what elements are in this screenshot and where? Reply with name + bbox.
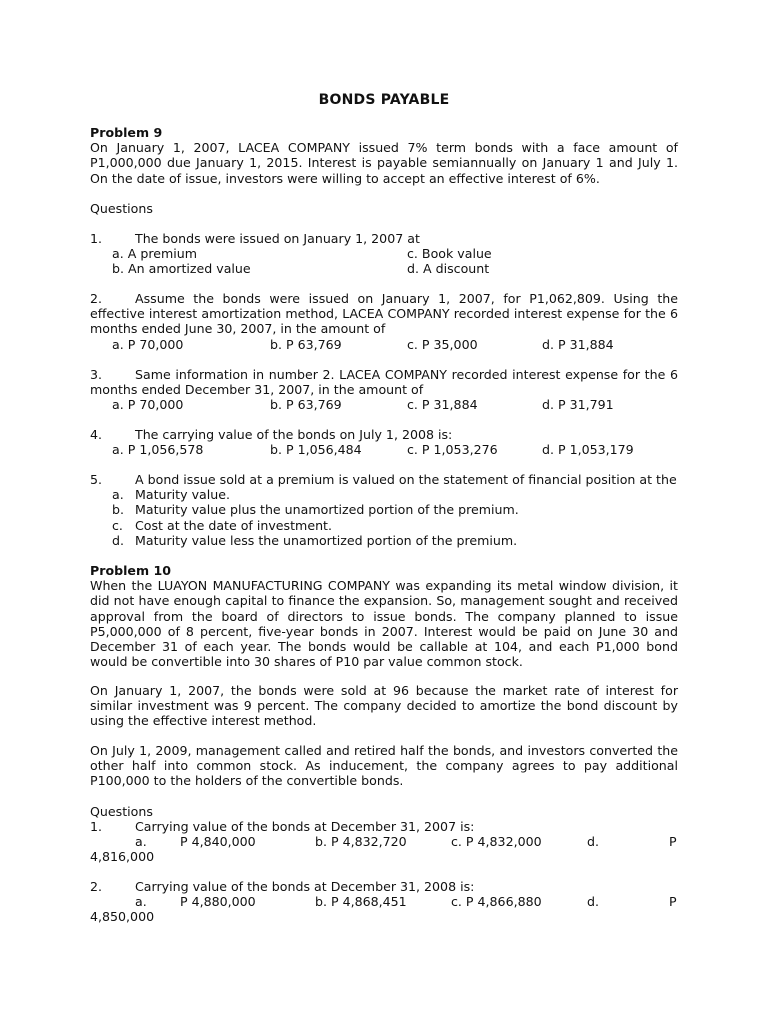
option-c: c. Cost at the date of investment.	[112, 517, 332, 533]
problem-9-questions-label: Questions	[90, 201, 153, 216]
question-number: 5.	[90, 472, 103, 487]
option-d: 4,850,000	[90, 909, 155, 925]
problem-10-questions-label: Questions	[90, 804, 153, 819]
problem-10-heading: Problem 10	[90, 563, 171, 578]
question-number: 3.	[90, 367, 103, 382]
p9-question-4	[90, 427, 678, 457]
question-text: Carrying value of the bonds at December 31, 2008 is:	[135, 879, 475, 894]
option-c: c. P 1,053,276	[407, 442, 498, 458]
option-a: a. P 1,056,578	[112, 442, 204, 458]
option-b: b. P 63,769	[270, 336, 342, 352]
problem-9-section	[90, 125, 678, 186]
option-a-letter: a.	[135, 894, 147, 910]
question-text: Same information in number 2. LACEA COMPANY recorded interest expense for the 6 months ended December 31, 2007, in the amount of	[90, 367, 678, 398]
question-text: Assume the bonds were issued on January 1, 2007, for P1,062,809. Using the effective interest amortization method, LACEA COMPANY recorded interest expense for the 6 months ended June 30, 2007, in the amount of	[90, 291, 678, 337]
page-title: BONDS PAYABLE	[318, 92, 450, 108]
option-b: b. An amortized value	[112, 261, 251, 277]
question-text: The carrying value of the bonds on July 1, 2008 is:	[135, 427, 453, 442]
option-d: 4,816,000	[90, 849, 155, 865]
option-c: c. P 4,832,000	[451, 834, 542, 850]
option-a: a. A premium	[112, 246, 198, 262]
question-number: 2.	[90, 291, 103, 306]
option-d: d. P 31,791	[542, 397, 614, 413]
problem-10-para-2: On January 1, 2007, the bonds were sold at 96 because the market rate of interest for similar investment was 9 percent. The company decided to amortize the bond discount by using the effective interest method.	[90, 683, 678, 729]
p9-question-5	[90, 472, 678, 548]
option-c: c. Book value	[407, 246, 492, 262]
option-d: d. A discount	[407, 261, 490, 277]
question-number: 4.	[90, 427, 103, 442]
question-text: A bond issue sold at a premium is valued on the statement of financial position at the	[135, 472, 677, 487]
option-b: b. P 1,056,484	[270, 442, 362, 458]
option-d-letter: d.	[587, 894, 599, 910]
problem-10-section	[90, 563, 678, 669]
option-c: c. P 31,884	[407, 397, 478, 413]
option-d-prefix: P	[669, 834, 677, 850]
problem-9-intro: On January 1, 2007, LACEA COMPANY issued 7% term bonds with a face amount of P1,000,000 due January 1, 2015. Interest is payable semiannually on January 1 and July 1. On the date of issue, investors were willing to accept an effective interest of 6%.	[90, 140, 678, 186]
option-c: c. P 35,000	[407, 336, 478, 352]
option-c: c. P 4,866,880	[451, 894, 542, 910]
p10-question-1	[90, 819, 678, 865]
option-b: b. P 63,769	[270, 397, 342, 413]
question-text: Carrying value of the bonds at December 31, 2007 is:	[135, 819, 475, 834]
option-a: P 4,840,000	[180, 834, 256, 850]
problem-10-para-3: On July 1, 2009, management called and retired half the bonds, and investors converted the other half into common stock. As inducement, the company agrees to pay additional P100,000 to the holders of the convertible bonds.	[90, 743, 678, 789]
option-d: d. P 1,053,179	[542, 442, 634, 458]
option-d-prefix: P	[669, 894, 677, 910]
p9-question-1	[90, 231, 678, 277]
question-text: The bonds were issued on January 1, 2007 at	[135, 231, 420, 246]
option-b: b. P 4,868,451	[315, 894, 407, 910]
question-number: 1.	[90, 819, 103, 834]
p10-question-2	[90, 879, 678, 925]
option-b: b. Maturity value plus the unamortized portion of the premium.	[112, 502, 519, 518]
option-a: a. P 70,000	[112, 397, 184, 413]
option-a: a. Maturity value.	[112, 487, 230, 503]
problem-10-para-1: When the LUAYON MANUFACTURING COMPANY was expanding its metal window division, it did not have enough capital to finance the expansion. So, management sought and received approval from the board of directors to issue bonds. The company planned to issue P5,000,000 of 8 percent, five-year bonds in 2007. Interest would be paid on June 30 and December 31 of each year. The bonds would be callable at 104, and each P1,000 bond would be convertible into 30 shares of P10 par value common stock.	[90, 578, 678, 670]
option-d-letter: d.	[587, 834, 599, 850]
question-number: 2.	[90, 879, 103, 894]
option-a: a. P 70,000	[112, 336, 184, 352]
option-d: d. Maturity value less the unamortized portion of the premium.	[112, 532, 518, 548]
option-d: d. P 31,884	[542, 336, 614, 352]
problem-9-heading: Problem 9	[90, 125, 163, 140]
option-b: b. P 4,832,720	[315, 834, 407, 850]
option-a: P 4,880,000	[180, 894, 256, 910]
p9-question-3	[90, 367, 678, 413]
p9-question-2	[90, 291, 678, 352]
option-a-letter: a.	[135, 834, 147, 850]
question-number: 1.	[90, 231, 103, 246]
